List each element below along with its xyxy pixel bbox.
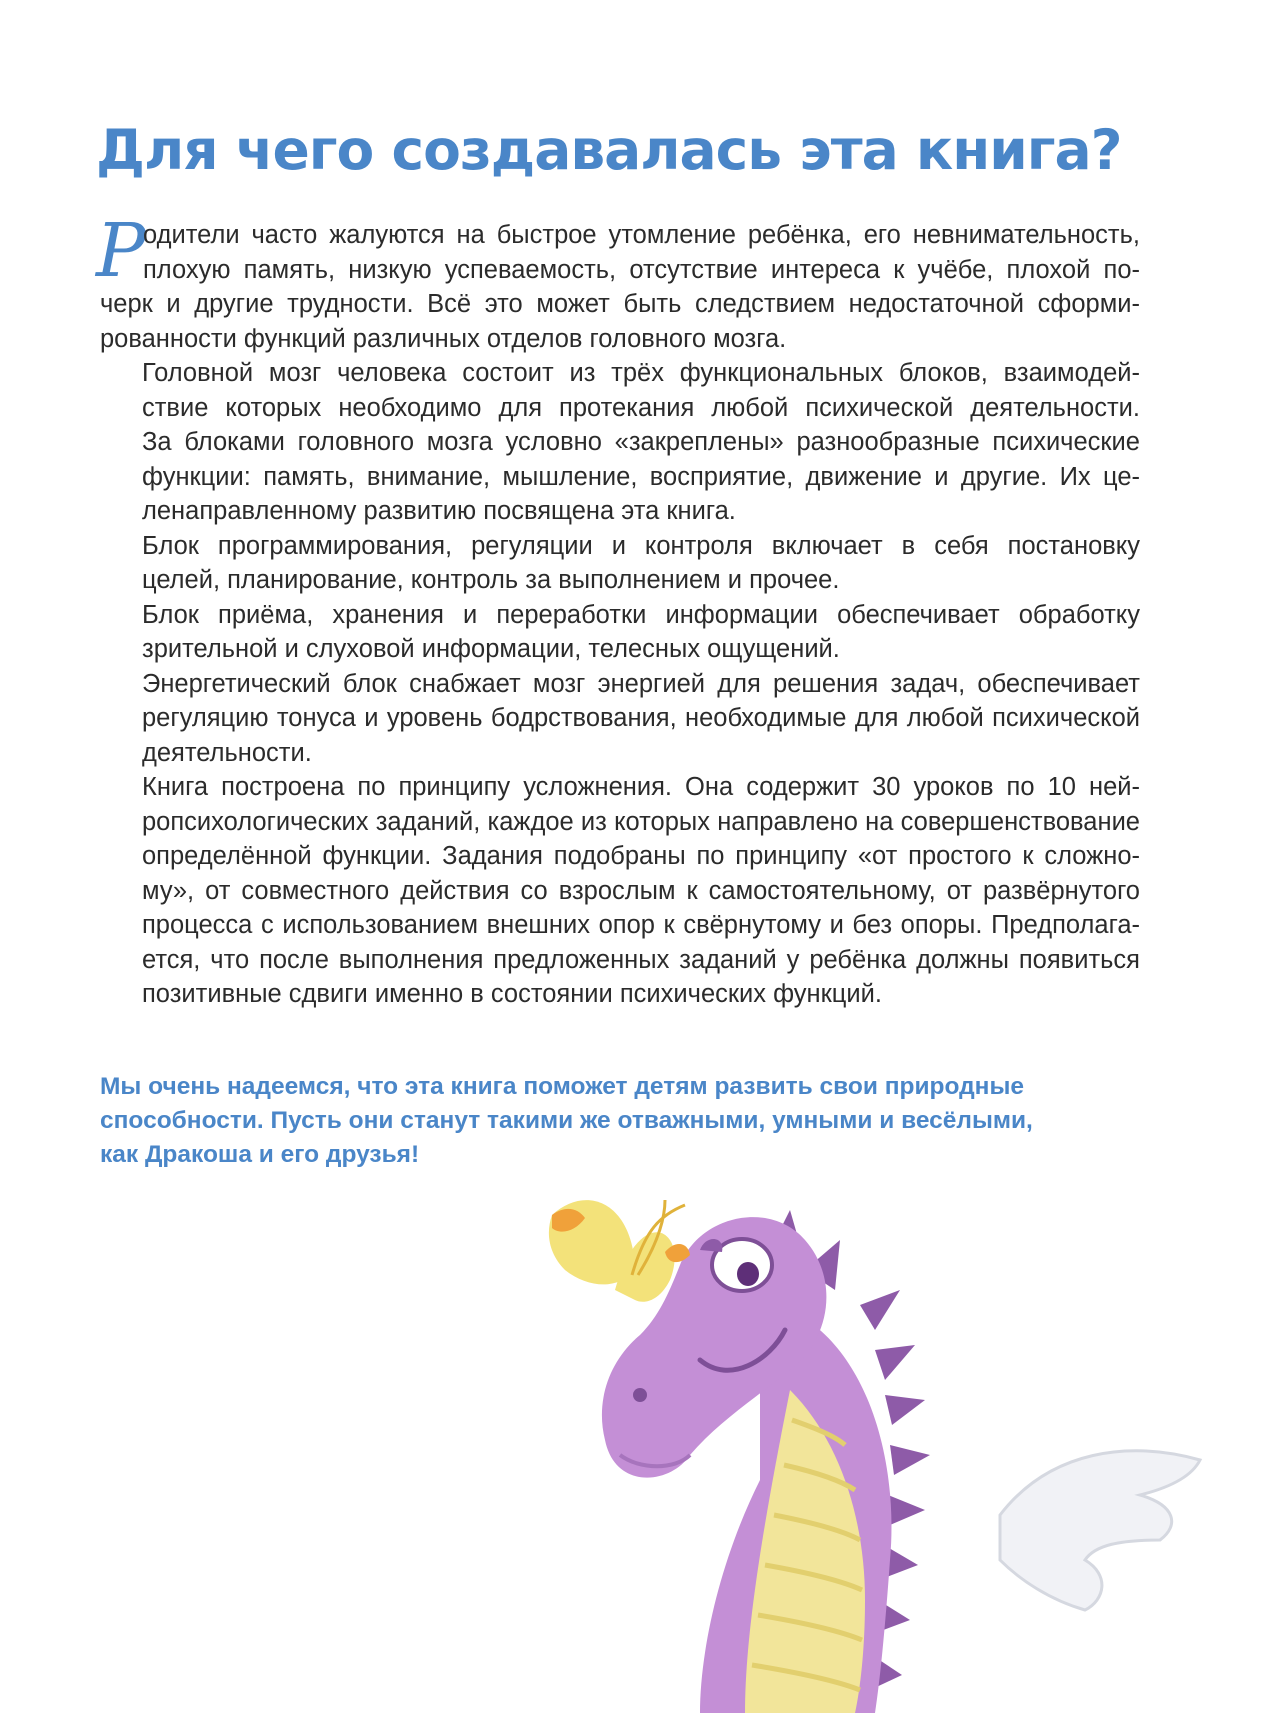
butterfly-icon — [549, 1200, 690, 1302]
dragon-wing — [1000, 1451, 1200, 1610]
text-line: Головной мозг человека состоит из трёх функциональных блоков, взаимодей- — [142, 359, 1140, 387]
paragraph-energy-block — [100, 667, 1140, 771]
drop-cap: Р — [96, 208, 146, 294]
text-line: процесса с использованием внешних опор к свёрнутому и без опоры. Предполага- — [142, 911, 1140, 939]
lead-paragraph — [100, 218, 1140, 356]
text-line: деятельности. — [142, 738, 312, 767]
page-title: Для чего создавалась эта книга? — [96, 118, 1122, 182]
paragraph-reception-block — [100, 598, 1140, 667]
text-line: Блок программирования, регуляции и контроля включает в себя постановку — [142, 531, 1140, 560]
text-line: позитивные сдвиги именно в состоянии психических функций. — [142, 980, 882, 1008]
text-line: черк и другие трудности. Всё это может быть следствием недостаточной сформи- — [100, 290, 1140, 318]
text-line: За блоками головного мозга условно «закреплены» разнообразные психические — [142, 428, 1140, 456]
text-line: ленаправленному развитию посвящена эта книга. — [142, 497, 736, 525]
closing-line: Мы очень надеемся, что эта книга поможет детям развить свои природные — [100, 1073, 1025, 1100]
text-line: ется, что после выполнения предложенных заданий у ребёнка должны появиться — [142, 945, 1140, 974]
text-line: регуляцию тонуса и уровень бодрствования, необходимые для любой психической — [142, 704, 1140, 732]
paragraph-brain-blocks — [100, 356, 1140, 529]
closing-line: как Дракоша и его друзья! — [100, 1141, 420, 1168]
text-line: Энергетический блок снабжает мозг энергией для решения задач, обеспечивает — [142, 669, 1140, 698]
text-line: ропсихологических заданий, каждое из которых направлено на совершенствование — [142, 807, 1140, 836]
dragon-illustration — [540, 1190, 1270, 1713]
text-line: Книга построена по принципу усложнения. Она содержит 30 уроков по 10 ней- — [142, 773, 1140, 801]
text-line: рованности функций различных отделов головного мозга. — [100, 324, 787, 353]
closing-line: способности. Пусть они станут такими же отважными, умными и весёлыми, — [100, 1107, 1033, 1134]
text-line: функции: память, внимание, мышление, восприятие, движение и другие. Их це- — [142, 462, 1140, 491]
text-line: му», от совместного действия со взрослым к самостоятельному, от развёрнутого — [142, 876, 1140, 905]
text-line: плохую память, низкую успеваемость, отсутствие интереса к учёбе, плохой по- — [143, 255, 1140, 284]
text-line: одители часто жалуются на быстрое утомление ребёнка, его невнимательность, — [143, 221, 1140, 249]
nostril-icon — [633, 1388, 647, 1402]
intro-text — [100, 218, 1140, 1012]
text-line: зрительной и слуховой информации, телесных ощущений. — [142, 635, 840, 663]
text-line: ствие которых необходимо для протекания любой психической деятельности. — [142, 393, 1140, 422]
paragraph-programming-block — [100, 529, 1140, 598]
paragraph-book-structure — [100, 770, 1140, 1012]
text-line: определённой функции. Задания подобраны по принципу «от простого к сложно- — [142, 842, 1140, 870]
text-line: Блок приёма, хранения и переработки информации обеспечивает обработку — [142, 600, 1140, 629]
text-line: целей, планирование, контроль за выполнением и прочее. — [142, 566, 840, 594]
closing-note — [100, 1070, 1100, 1172]
